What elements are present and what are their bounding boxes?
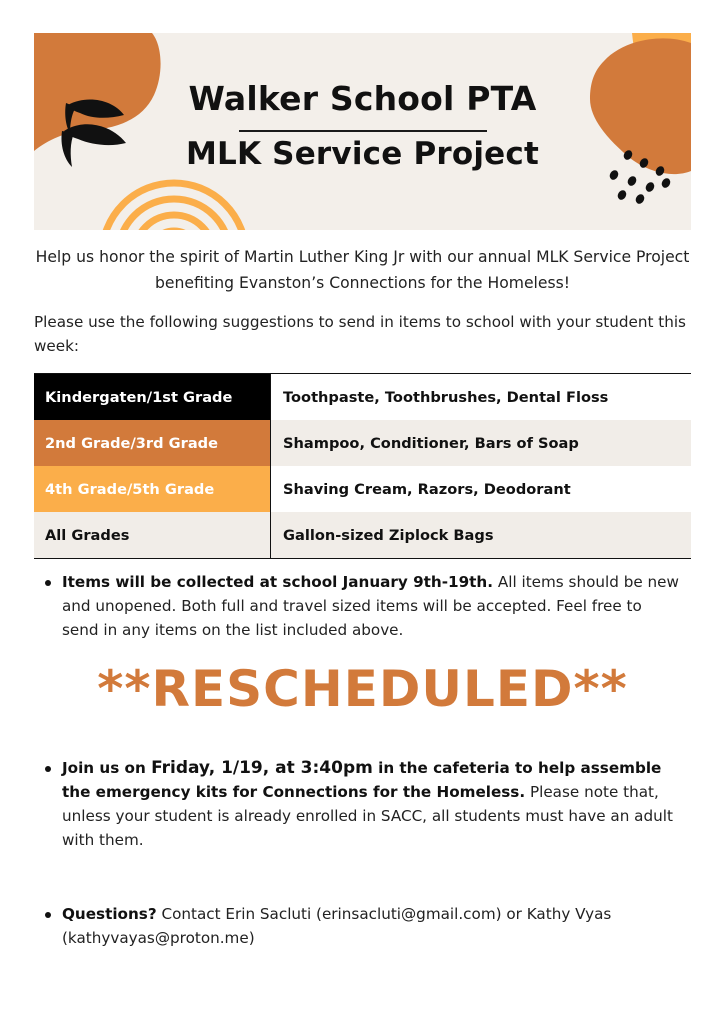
collection-details: All items should be new and unopened. Both full and travel sized items will be accepted. Feel free to send in any items on the list included above.: [62, 573, 679, 639]
items-cell: Shampoo, Conditioner, Bars of Soap: [270, 420, 691, 466]
bullet-dot-icon: [45, 766, 51, 772]
rescheduled-banner: **RESCHEDULED**: [97, 660, 628, 718]
contact-info: Contact Erin Sacluti (erinsacluti@gmail.com) or Kathy Vyas (kathyvayas@proton.me): [62, 905, 612, 947]
bullet-dot-icon: [45, 580, 51, 586]
grade-cell: Kindergaten/1st Grade: [34, 374, 270, 420]
items-cell: Shaving Cream, Razors, Deodorant: [270, 466, 691, 512]
lead-text: Please use the following suggestions to send in items to school with your student this week:: [34, 313, 686, 355]
collection-dates: Items will be collected at school January 9th-19th.: [62, 573, 494, 591]
event-intro: Join us on: [62, 759, 152, 777]
title-divider: [239, 130, 487, 132]
grade-items-table: [34, 373, 691, 559]
grade-cell: All Grades: [34, 512, 270, 558]
bullet-dot-icon: [45, 912, 51, 918]
table-row: [34, 420, 691, 466]
questions-bullet: [62, 902, 682, 950]
items-cell: Gallon-sized Ziplock Bags: [270, 512, 691, 558]
title-line-1: Walker School PTA: [188, 79, 537, 118]
event-datetime: Friday, 1/19, at 3:40pm: [151, 758, 373, 778]
event-bullet: [62, 756, 682, 852]
header-banner: [34, 33, 691, 230]
items-cell: Toothpaste, Toothbrushes, Dental Floss: [270, 374, 691, 420]
concentric-rings: [102, 183, 246, 230]
table-row: [34, 466, 691, 512]
table-row: [34, 512, 691, 558]
collection-bullet: [62, 570, 682, 642]
event-location: in the cafeteria to help assemble the emergency kits for Connections for the Homeless.: [62, 759, 662, 801]
intro-text: Help us honor the spirit of Martin Luther King Jr with our annual MLK Service Project benefiting Evanston’s Connections for the Homeless!: [35, 248, 690, 292]
grade-cell: 4th Grade/5th Grade: [34, 466, 270, 512]
table-row: [34, 374, 691, 420]
questions-label: Questions?: [62, 905, 157, 923]
title-line-2: MLK Service Project: [185, 136, 540, 172]
grade-cell: 2nd Grade/3rd Grade: [34, 420, 270, 466]
event-note: Please note that, unless your student is already enrolled in SACC, all students must have an adult with them.: [62, 783, 673, 849]
